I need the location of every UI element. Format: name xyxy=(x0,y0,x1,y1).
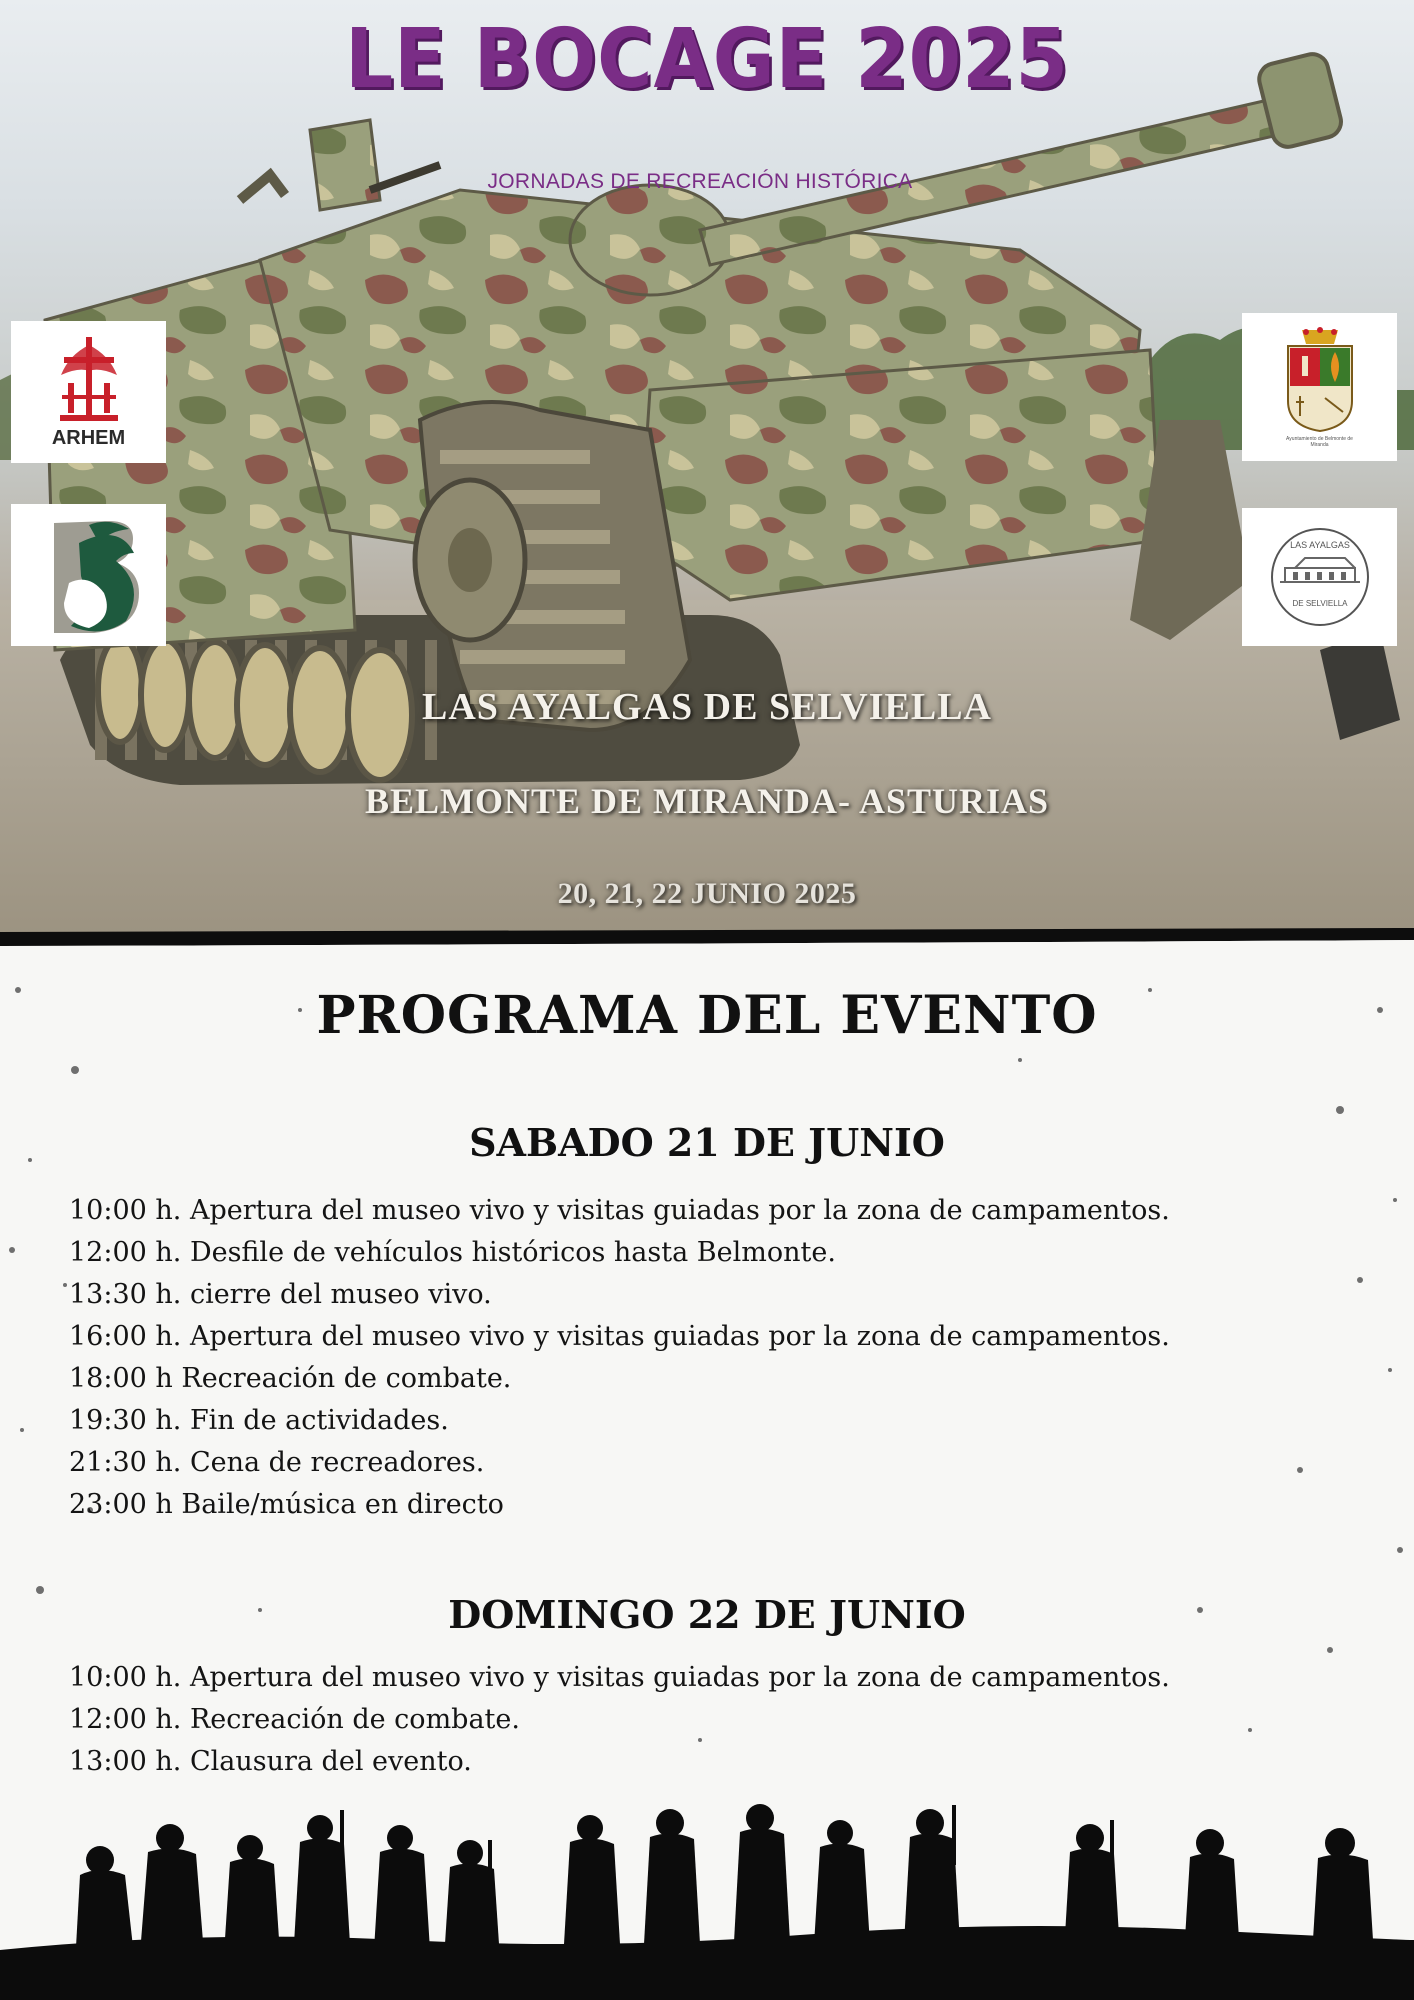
schedule-item: 18:00 h Recreación de combate. xyxy=(69,1363,512,1394)
schedule-item: 16:00 h. Apertura del museo vivo y visitas guiadas por la zona de campamentos. xyxy=(69,1321,1170,1352)
ayuntamiento-caption: Ayuntamiento de Belmonte de Miranda xyxy=(1286,436,1353,448)
saturday-schedule xyxy=(69,1190,1409,1526)
sunday-schedule xyxy=(69,1657,1409,1783)
b-logo-icon xyxy=(29,513,149,638)
program-heading: PROGRAMA DEL EVENTO xyxy=(316,985,1098,1046)
hero-banner xyxy=(0,0,1414,935)
las-ayalgas-logo xyxy=(1242,508,1397,646)
las-ayalgas-logo-icon xyxy=(1265,522,1375,632)
schedule-item: 13:00 h. Clausura del evento. xyxy=(69,1746,472,1777)
saturday-heading: SABADO 21 DE JUNIO xyxy=(469,1120,945,1165)
schedule-item: 10:00 h. Apertura del museo vivo y visitas guiadas por la zona de campamentos. xyxy=(69,1662,1170,1693)
arhem-emblem-icon xyxy=(54,335,124,425)
ayalgas-logo-bottom-text: DE SELVIELLA xyxy=(1292,599,1347,608)
schedule-item: 10:00 h. Apertura del museo vivo y visitas guiadas por la zona de campamentos. xyxy=(69,1195,1170,1226)
ayuntamiento-logo xyxy=(1242,313,1397,461)
schedule-item: 21:30 h. Cena de recreadores. xyxy=(69,1447,485,1478)
event-dates: 20, 21, 22 JUNIO 2025 xyxy=(557,877,857,910)
ayuntamiento-coat-of-arms-icon xyxy=(1280,326,1360,436)
sunday-heading: DOMINGO 22 DE JUNIO xyxy=(448,1592,966,1637)
venue-location: BELMONTE DE MIRANDA- ASTURIAS xyxy=(364,781,1050,821)
schedule-item: 12:00 h. Recreación de combate. xyxy=(69,1704,520,1735)
schedule-item: 12:00 h. Desfile de vehículos históricos hasta Belmonte. xyxy=(69,1237,836,1268)
arhem-logo xyxy=(11,321,166,463)
ayalgas-logo-top-text: LAS AYALGAS xyxy=(1289,540,1350,550)
arhem-label: ARHEM xyxy=(51,426,126,449)
schedule-item: 13:30 h. cierre del museo vivo. xyxy=(69,1279,492,1310)
event-subtitle: JORNADAS DE RECREACIÓN HISTÓRICA xyxy=(487,170,913,193)
venue-name: LAS AYALGAS DE SELVIELLA xyxy=(422,686,992,728)
soldier-silhouettes xyxy=(0,1780,1414,2000)
schedule-item: 23:00 h Baile/música en directo xyxy=(69,1489,504,1520)
event-title: LE BOCAGE 2025 xyxy=(345,12,1069,107)
schedule-item: 19:30 h. Fin de actividades. xyxy=(69,1405,449,1436)
b-logo xyxy=(11,504,166,646)
